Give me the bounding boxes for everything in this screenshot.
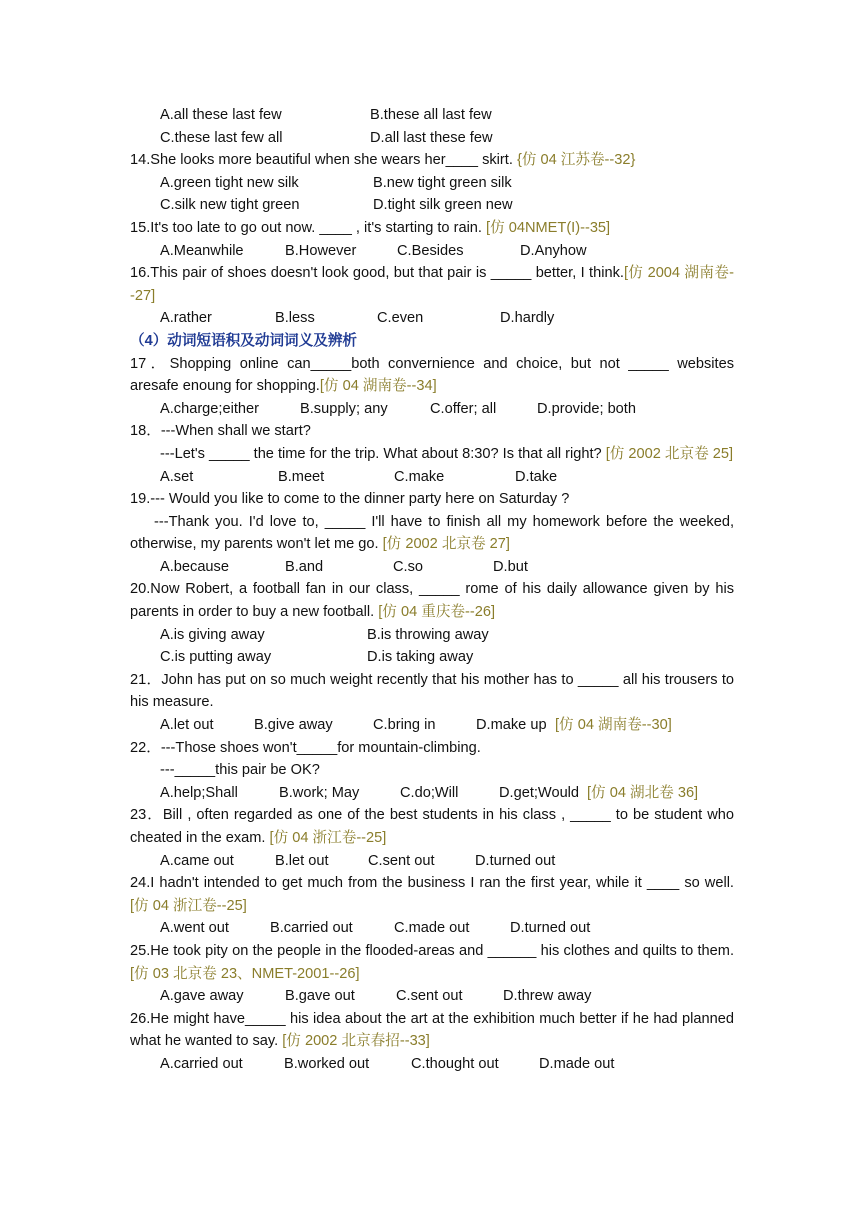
options-row [130, 985, 734, 1008]
source-citation: [仿 2002 北京卷 27] [382, 536, 510, 553]
answer-option: A.is giving away [160, 626, 265, 643]
question-text: 17．Shopping online can_____both convernience and choice, but not _____ websites aresafe enoung for shopping. [130, 355, 734, 395]
answer-option: C.thought out [411, 1055, 499, 1072]
question-text: 15.It's too late to go out now. ____ , it's starting to rain. [130, 219, 487, 236]
answer-option: D.Anyhow [520, 242, 587, 259]
source-citation: [仿 04 浙江卷--25] [269, 830, 387, 846]
question-text: ---Thank you. I'd love to, _____ I'll have to finish all my homework before the weeked, otherwise, my parents won't let me go. [130, 513, 734, 553]
answer-option: B.new tight green silk [373, 174, 512, 191]
options-row [130, 624, 734, 647]
question-text: 24.I hadn't intended to get much from the business I ran the first year, while it ____ so well. [130, 875, 734, 892]
source-citation: [仿 03 北京卷 23、NMET-2001--26] [130, 965, 360, 982]
question-stem [130, 872, 734, 917]
question-stem [130, 420, 734, 443]
options-row [130, 646, 734, 669]
question-stem [130, 511, 734, 556]
answer-option: D.provide; both [537, 400, 636, 417]
question-text: 23．Bill , often regarded as one of the best students in his class , _____ to be student who cheated in the exam. [130, 807, 734, 846]
question-text: ---Let's _____ the time for the trip. What about 8:30? Is that all right? [160, 445, 606, 462]
answer-option: D.turned out [475, 852, 556, 869]
options-row [130, 714, 734, 737]
answer-option: B.supply; any [300, 400, 388, 417]
options-row [130, 172, 734, 195]
answer-option: D.hardly [500, 310, 555, 327]
options-row [130, 782, 734, 805]
answer-option: B.carried out [270, 920, 353, 937]
answer-option: C.is putting away [160, 649, 272, 666]
source-citation: [仿 2002 北京春招--33] [282, 1033, 430, 1050]
question-stem [130, 149, 734, 172]
options-row [130, 240, 734, 263]
answer-option: A.green tight new silk [160, 174, 299, 191]
question-text: 14.She looks more beautiful when she wears her____ skirt. [130, 152, 517, 169]
answer-option: D.but [493, 558, 528, 575]
answer-option: A.let out [160, 717, 214, 734]
section-heading: （4）动词短语积及动词词义及辨析 [130, 332, 358, 349]
answer-option: B.less [275, 310, 315, 327]
options-row [130, 917, 734, 940]
options-row [130, 104, 734, 127]
source-citation: [仿 04NMET(I)--35] [486, 219, 611, 236]
question-text: 20.Now Robert, a football fan in our class, _____ rome of his daily allowance given by his parents in order to buy a new football. [130, 581, 734, 621]
answer-option: A.help;Shall [160, 784, 238, 801]
answer-option: A.rather [160, 310, 212, 327]
answer-option: B.worked out [284, 1055, 370, 1072]
answer-option: C.bring in [373, 717, 436, 734]
answer-option: D.take [515, 468, 558, 485]
options-row [130, 194, 734, 217]
answer-option: A.gave away [160, 988, 244, 1005]
answer-option: D.threw away [503, 988, 592, 1005]
question-stem [130, 443, 734, 466]
answer-option: A.Meanwhile [160, 242, 244, 259]
answer-option: A.came out [160, 852, 234, 869]
answer-option: A.set [160, 468, 194, 485]
answer-option: A.charge;either [160, 400, 259, 417]
answer-option: A.because [160, 558, 229, 575]
answer-option: B.gave out [285, 988, 355, 1005]
answer-option: C.made out [394, 920, 470, 937]
question-stem [130, 1008, 734, 1053]
source-citation: [仿 2002 北京卷 25] [605, 445, 734, 462]
options-row [130, 556, 734, 579]
answer-option: D.all last these few [370, 129, 493, 146]
question-stem [130, 217, 734, 240]
answer-option: C.make [394, 468, 445, 485]
dialogue-line [130, 759, 734, 782]
question-stem [130, 353, 734, 398]
answer-option: A.all these last few [160, 107, 282, 123]
question-stem [130, 940, 734, 985]
answer-option: B.is throwing away [367, 626, 489, 643]
answer-option: D.is taking away [367, 649, 474, 666]
options-row [130, 127, 734, 150]
answer-option: D.made out [539, 1055, 615, 1072]
answer-option: C.silk new tight green [160, 197, 300, 214]
options-row [130, 850, 734, 873]
answer-option: D.turned out [510, 920, 591, 937]
answer-option: C.sent out [396, 988, 463, 1005]
answer-option: C.Besides [397, 242, 464, 259]
question-stem [130, 669, 734, 714]
question-text: ---_____this pair be OK? [160, 762, 320, 779]
source-citation: [仿 04 浙江卷--25] [130, 897, 247, 914]
question-text: 16.This pair of shoes doesn't look good, but that pair is _____ better, I think. [130, 265, 624, 282]
question-text: 25.He took pity on the people in the flooded-areas and ______ his clothes and quilts to them. [130, 942, 734, 959]
answer-option: B.these all last few [370, 107, 492, 123]
options-row [130, 307, 734, 330]
source-citation: [仿 04 湖北卷 36] [587, 784, 699, 801]
answer-option: C.so [393, 558, 424, 575]
answer-option: B.However [285, 242, 357, 259]
answer-option: C.these last few all [160, 129, 283, 146]
options-row [130, 398, 734, 421]
options-row [130, 1053, 734, 1076]
answer-option: C.do;Will [400, 784, 459, 801]
source-citation: [仿 04 湖南卷--30] [555, 717, 672, 734]
source-citation: [仿 04 重庆卷--26] [378, 604, 496, 621]
answer-option: D.make up [476, 717, 547, 734]
answer-option: D.get;Would [499, 784, 580, 801]
question-text: 18．---When shall we start? [130, 423, 311, 440]
worksheet-page [130, 104, 734, 1076]
answer-option: B.let out [275, 852, 329, 869]
options-row [130, 466, 734, 489]
source-citation: [仿 2004 湖南卷--27] [130, 265, 734, 304]
question-text: 19.--- Would you like to come to the dinner party here on Saturday ? [130, 491, 570, 508]
question-text: 22．---Those shoes won't_____for mountain-climbing. [130, 739, 481, 756]
question-stem [130, 578, 734, 623]
answer-option: B.give away [254, 717, 333, 734]
answer-option: B.and [285, 558, 324, 575]
question-stem [130, 488, 734, 511]
answer-option: B.meet [278, 468, 325, 485]
answer-option: A.carried out [160, 1055, 243, 1072]
question-text: 26.He might have_____ his idea about the art at the exhibition much better if he had planned what he wanted to say. [130, 1010, 734, 1050]
answer-option: C.even [377, 310, 424, 327]
question-stem [130, 262, 734, 307]
source-citation: [仿 04 湖南卷--34] [319, 378, 437, 395]
answer-option: C.sent out [368, 852, 435, 869]
answer-option: D.tight silk green new [373, 197, 513, 214]
question-stem [130, 737, 734, 760]
answer-option: A.went out [160, 920, 229, 937]
source-citation: {仿 04 江苏卷--32} [516, 152, 636, 169]
question-stem [130, 804, 734, 849]
answer-option: C.offer; all [430, 400, 497, 417]
answer-option: B.work; May [279, 784, 360, 801]
question-text: 21．John has put on so much weight recently that his mother has to _____ all his trousers to his measure. [130, 671, 734, 711]
